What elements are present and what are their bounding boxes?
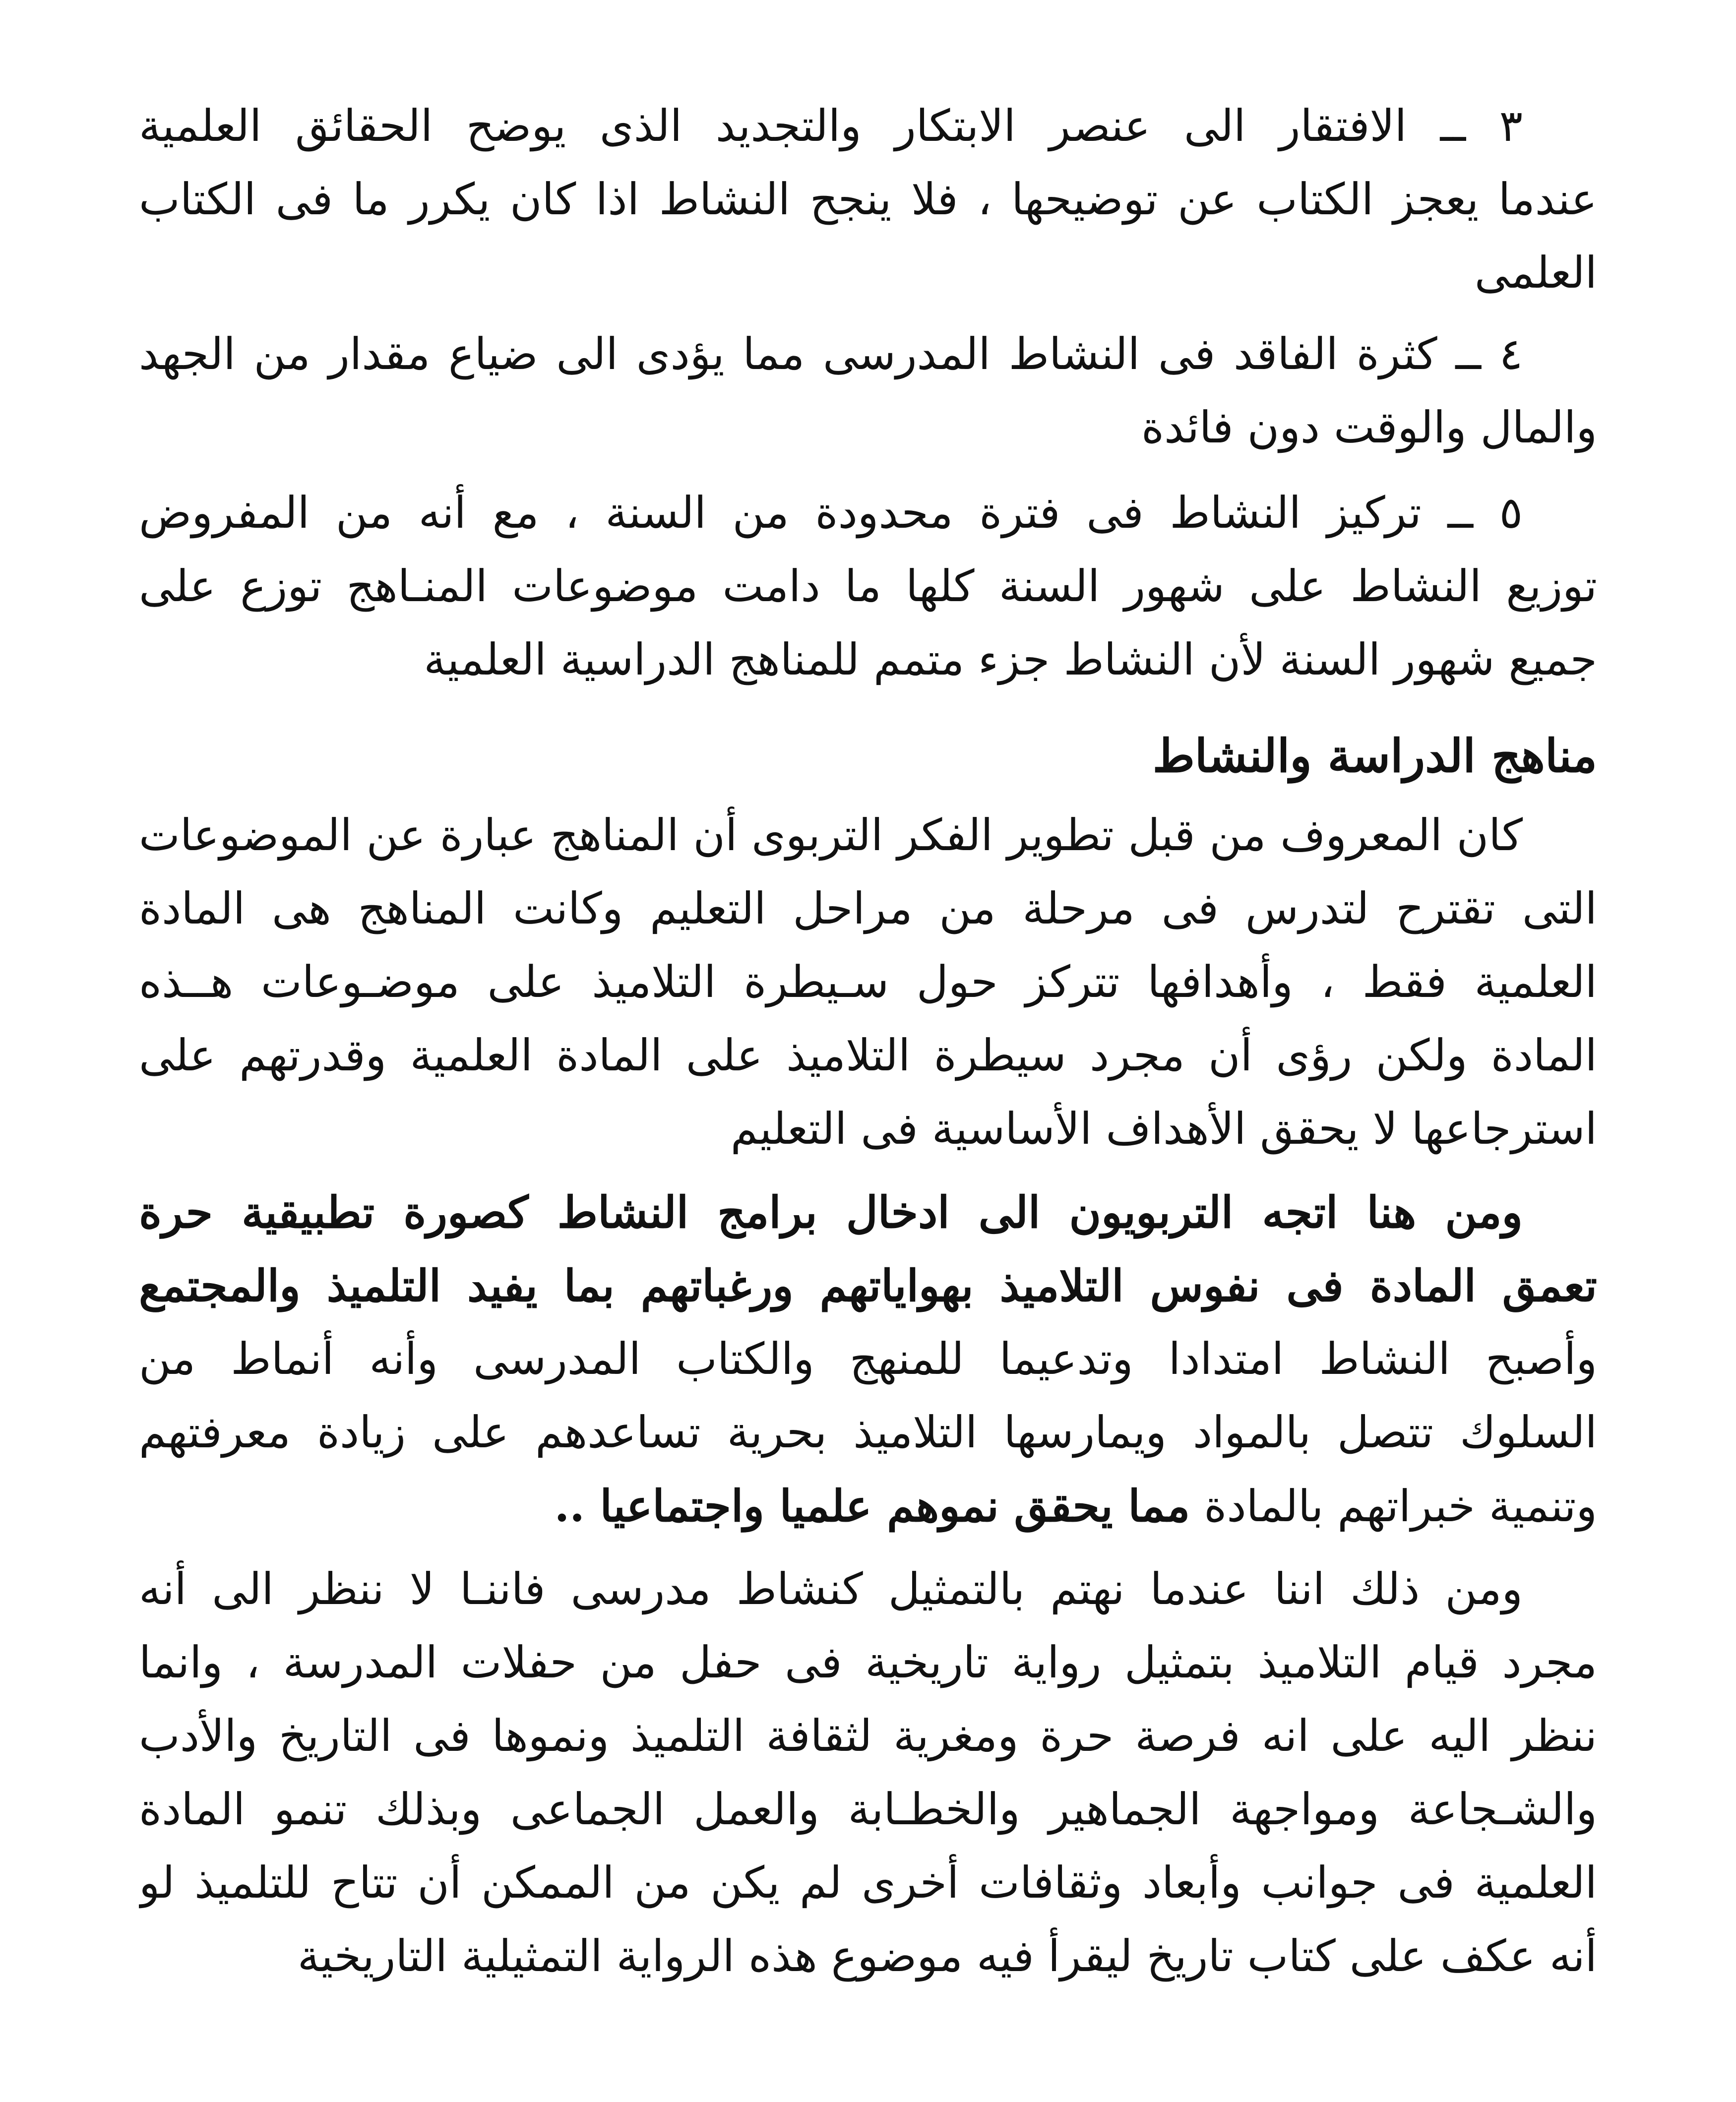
list-item-3 bbox=[139, 89, 1597, 309]
text-line: المادة ولكن رؤى أن مجرد سيطرة التلاميذ على المادة العلمية وقدرتهم على bbox=[139, 1030, 1597, 1081]
section-heading: مناهج الدراسة والنشاط bbox=[1152, 729, 1597, 783]
text-line: مجرد قيام التلاميذ بتمثيل رواية تاريخية فى حفل من حفلات المدرسة ، وانما bbox=[139, 1637, 1597, 1688]
text-line: أنه عكف على كتاب تاريخ ليقرأ فيه موضوع هذه الرواية التمثيلية التاريخية bbox=[297, 1930, 1597, 1981]
text-line: ٤ ــ كثرة الفاقد فى النشاط المدرسى مما يؤدى الى ضياع مقدار من الجهد bbox=[139, 328, 1523, 379]
text-line: العلمية فقط ، وأهدافها تتركز حول سـيطرة التلاميذ على موضـوعات هــذه bbox=[139, 956, 1597, 1007]
text-line: ومن ذلك اننا عندما نهتم بالتمثيل كنشاط مدرسى فاننـا لا ننظر الى أنه bbox=[139, 1563, 1523, 1614]
section-heading-block bbox=[139, 719, 1597, 793]
text-line: ٥ ــ تركيز النشاط فى فترة محدودة من السنة ، مع أنه من المفروض bbox=[139, 487, 1523, 538]
text-line: توزيع النشاط على شهور السنة كلها ما دامت موضوعات المنـاهج توزع على bbox=[139, 560, 1597, 612]
section-paragraph-1 bbox=[139, 799, 1597, 1166]
text-line: ٣ ــ الافتقار الى عنصر الابتكار والتجديد الذى يوضح الحقائق العلمية bbox=[139, 100, 1523, 151]
text-line: العلمى bbox=[1474, 247, 1597, 298]
text-run: وتنمية خبراتهم بالمادة bbox=[1204, 1481, 1597, 1532]
section-paragraph-3 bbox=[139, 1552, 1597, 1993]
list-item-4 bbox=[139, 317, 1597, 464]
text-line: التى تقترح لتدرس فى مرحلة من مراحل التعليم وكانت المناهج هى المادة bbox=[139, 883, 1597, 934]
text-line-bold: تعمق المادة فى نفوس التلاميذ بهواياتهم ورغباتهم بما يفيد التلميذ والمجتمع bbox=[139, 1260, 1597, 1311]
text-line: العلمية فى جوانب وأبعاد وثقافات أخرى لم يكن من الممكن أن تتاح للتلميذ لو bbox=[139, 1857, 1597, 1908]
text-line: والشـجاعة ومواجهة الجماهير والخطـابة والعمل الجماعى وبذلك تنمو المادة bbox=[139, 1784, 1597, 1835]
text-line: السلوك تتصل بالمواد ويمارسها التلاميذ بحرية تساعدهم على زيادة معرفتهم bbox=[139, 1407, 1597, 1458]
text-line: جميع شهور السنة لأن النشاط جزء متمم للمناهج الدراسية العلمية bbox=[424, 634, 1597, 685]
text-line: وأصبح النشاط امتدادا وتدعيما للمنهج والكتاب المدرسى وأنه أنماط من bbox=[139, 1333, 1597, 1384]
section-paragraph-2 bbox=[139, 1175, 1597, 1543]
text-line-bold: ومن هنا اتجه التربويون الى ادخال برامج النشاط كصورة تطبيقية حرة bbox=[139, 1186, 1523, 1238]
text-line-mixed bbox=[139, 1469, 1597, 1543]
text-line: استرجاعها لا يحقق الأهداف الأساسية فى التعليم bbox=[730, 1103, 1597, 1154]
list-item-5 bbox=[139, 476, 1597, 696]
text-line: ننظر اليه على انه فرصة حرة ومغرية لثقافة التلميذ ونموها فى التاريخ والأدب bbox=[139, 1710, 1597, 1761]
text-line: كان المعروف من قبل تطوير الفكر التربوى أن المناهج عبارة عن الموضوعات bbox=[139, 809, 1523, 861]
text-run-bold: مما يحقق نموهم علميا واجتماعيا .. bbox=[554, 1480, 1190, 1532]
text-line: عندما يعجز الكتاب عن توضيحها ، فلا ينجح النشاط اذا كان يكرر ما فى الكتاب bbox=[139, 174, 1597, 225]
text-line: والمال والوقت دون فائدة bbox=[1141, 402, 1597, 453]
